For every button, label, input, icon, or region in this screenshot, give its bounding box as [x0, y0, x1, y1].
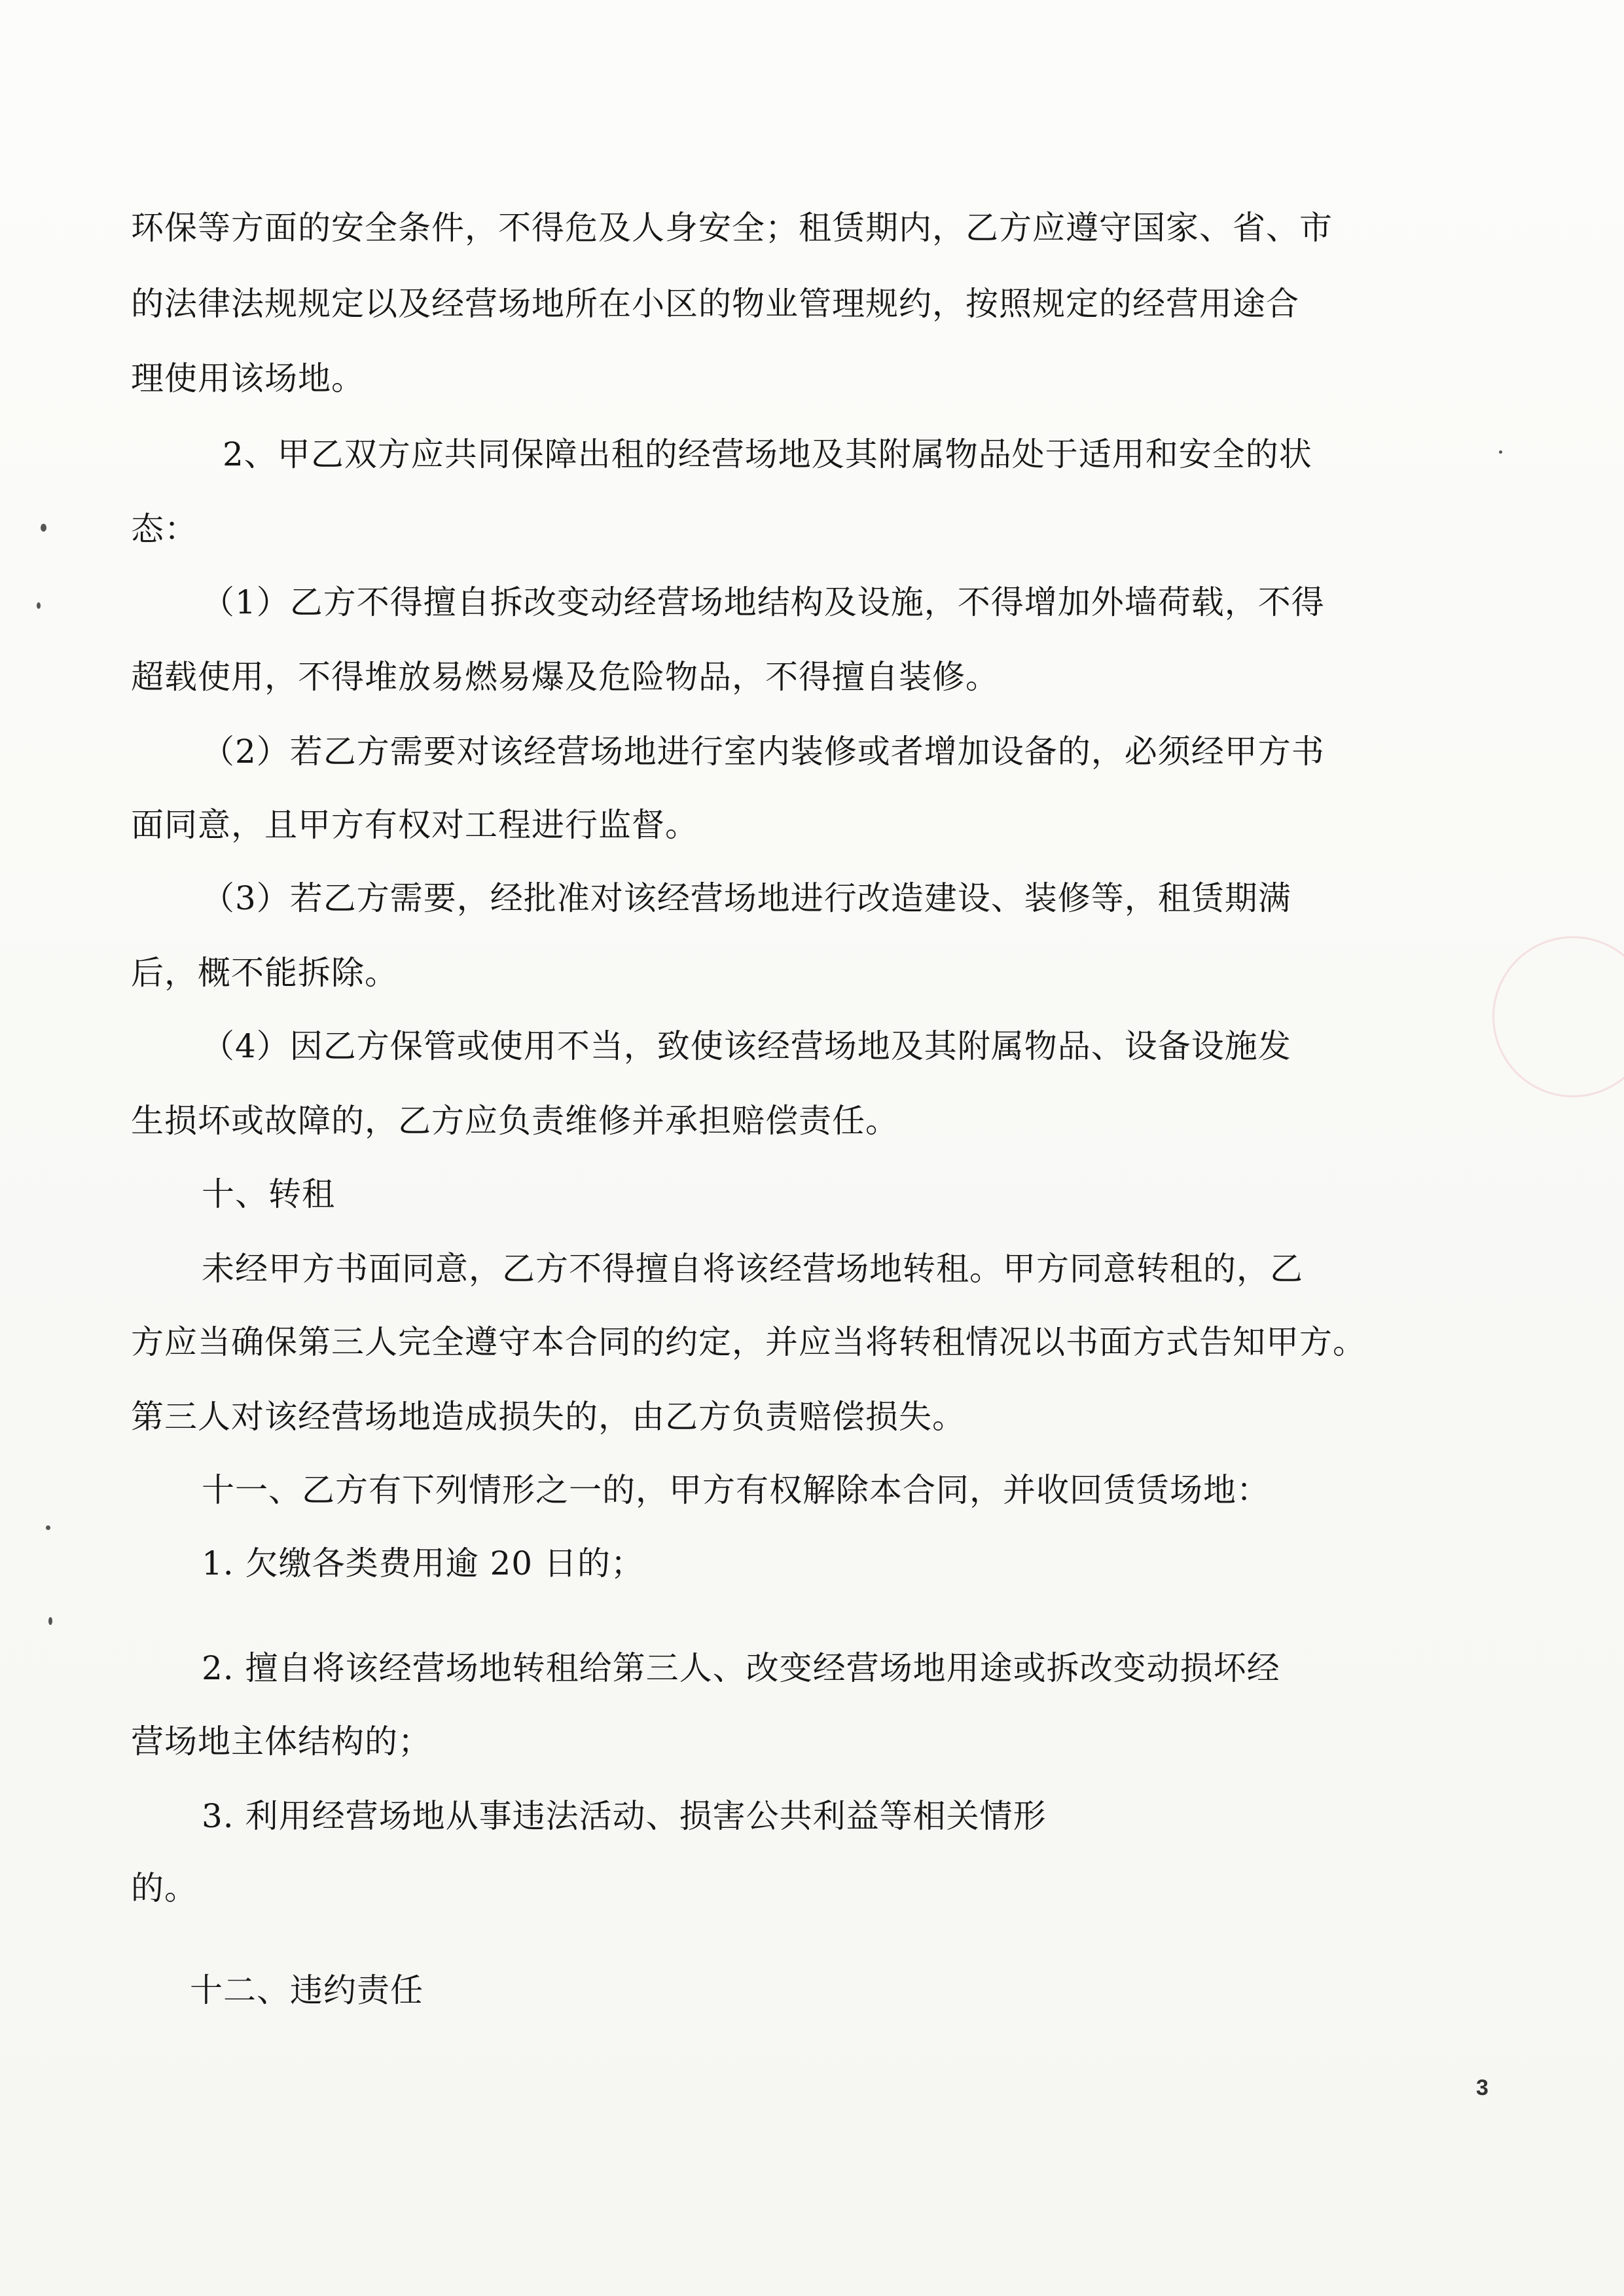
- stamp-bleed-mark: [1492, 936, 1624, 1097]
- text-line: 理使用该场地。: [131, 359, 365, 397]
- scan-speck: [48, 1617, 52, 1625]
- text-line: （1）乙方不得擅自拆改变动经营场地结构及设施，不得增加外墙荷载，不得: [202, 583, 1325, 621]
- text-line: 面同意，且甲方有权对工程进行监督。: [131, 806, 698, 844]
- text-line: 环保等方面的安全条件，不得危及人身安全；租赁期内，乙方应遵守国家、省、市: [131, 209, 1333, 247]
- text-line: 后，概不能拆除。: [131, 954, 398, 992]
- text-line: 态：: [131, 510, 198, 548]
- page-number: 3: [1476, 2075, 1489, 2100]
- text-line: 超载使用，不得堆放易燃易爆及危险物品，不得擅自装修。: [131, 658, 999, 696]
- list-item: 1. 欠缴各类费用逾 20 日的；: [202, 1544, 645, 1582]
- text-line: 的。: [131, 1869, 198, 1907]
- text-line: 方应当确保第三人完全遵守本合同的约定，并应当将转租情况以书面方式告知甲方。: [131, 1323, 1366, 1361]
- section-heading: 十二、违约责任: [190, 1971, 424, 2009]
- text-line: （2）若乙方需要对该经营场地进行室内装修或者增加设备的，必须经甲方书: [202, 733, 1325, 771]
- text-line: 未经甲方书面同意，乙方不得擅自将该经营场地转租。甲方同意转租的，乙: [202, 1250, 1303, 1288]
- list-item: 3. 利用经营场地从事违法活动、损害公共利益等相关情形: [202, 1797, 1047, 1835]
- scan-speck: [37, 602, 41, 609]
- text-line: （4）因乙方保管或使用不当，致使该经营场地及其附属物品、设备设施发: [202, 1027, 1291, 1065]
- text-line: 第三人对该经营场地造成损失的，由乙方负责赔偿损失。: [131, 1398, 965, 1436]
- section-heading: 十、转租: [202, 1175, 335, 1213]
- text-line: 的法律法规规定以及经营场地所在小区的物业管理规约，按照规定的经营用途合: [131, 285, 1299, 323]
- text-line: 2、甲乙双方应共同保障出租的经营场地及其附属物品处于适用和安全的状: [223, 435, 1312, 473]
- scan-speck: [1499, 450, 1502, 454]
- section-heading: 十一、乙方有下列情形之一的，甲方有权解除本合同，并收回赁赁场地：: [202, 1471, 1270, 1509]
- scan-speck: [46, 1525, 50, 1530]
- text-line: 生损坏或故障的，乙方应负责维修并承担赔偿责任。: [131, 1102, 899, 1140]
- text-line: （3）若乙方需要，经批准对该经营场地进行改造建设、装修等，租赁期满: [202, 879, 1291, 917]
- text-line: 营场地主体结构的；: [131, 1722, 431, 1760]
- list-item: 2. 擅自将该经营场地转租给第三人、改变经营场地用途或拆改变动损坏经: [202, 1649, 1280, 1687]
- scan-speck: [41, 524, 46, 532]
